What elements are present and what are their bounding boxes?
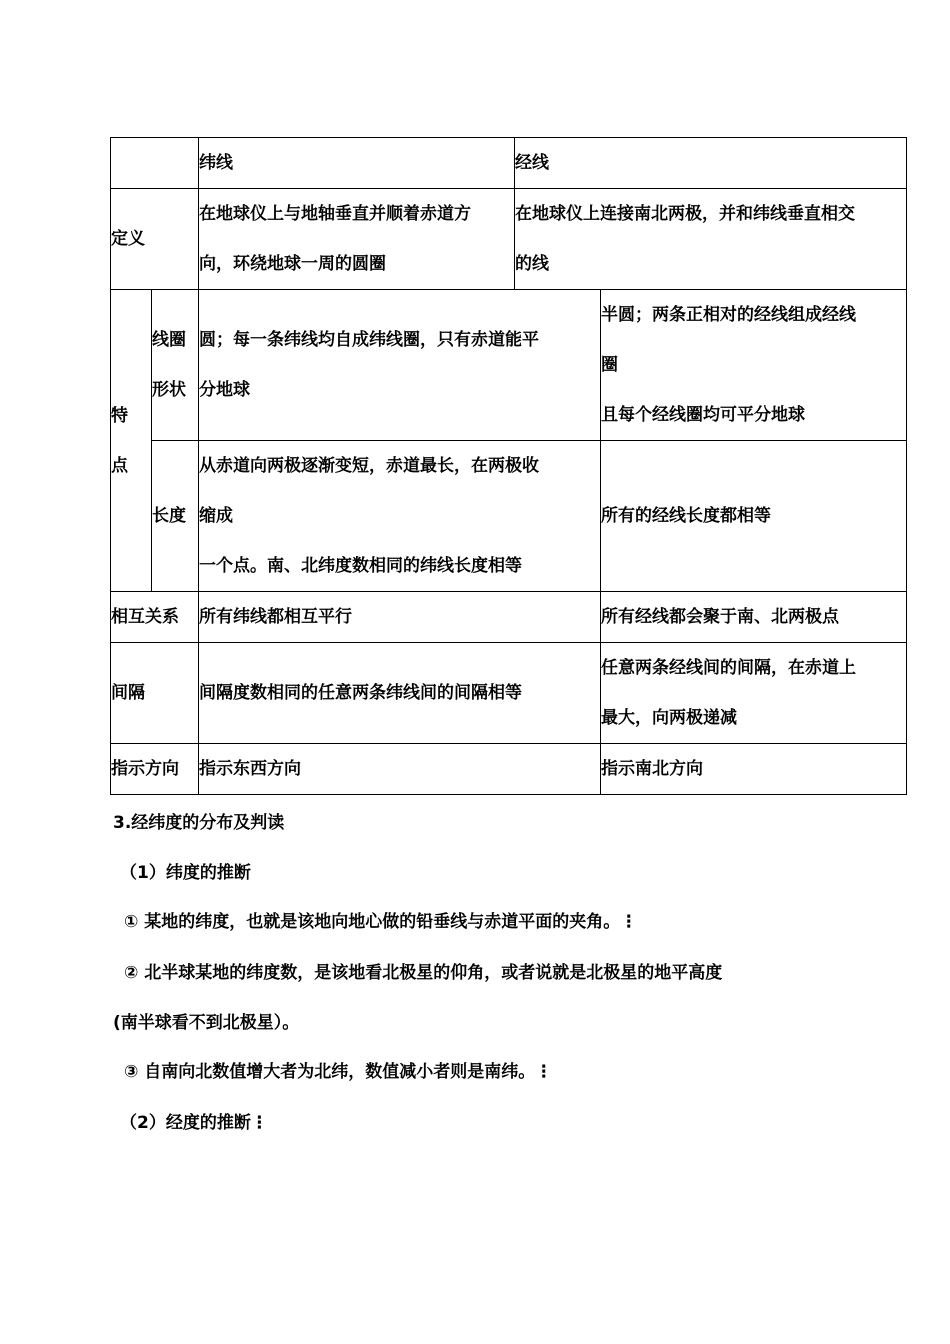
direction-latitude-cell: 指示东西方向 [199,744,601,795]
features-label-line: 特 [111,405,128,426]
definition-latitude-line: 在地球仪上与地轴垂直并顺着赤道方 [199,204,471,224]
length-latitude-cell [199,441,601,592]
shape-longitude-cell [601,290,907,441]
subsection-latitude: （1）纬度的推断 [120,863,251,883]
row-label-definition: 定义 [111,189,199,290]
definition-longitude-line: 的线 [515,254,549,274]
paragraph-3: ③ 自南向北数值增大者为北纬，数值减小者则是南纬。⋮ [124,1062,553,1082]
latitude-longitude-comparison-table [110,137,907,795]
table-row-relation [111,592,907,643]
paragraph-2: ② 北半球某地的纬度数，是该地看北极星的仰角，或者说就是北极星的地平高度 [124,963,723,983]
row-label-direction: 指示方向 [111,744,199,795]
paragraph-2-continued: (南半球看不到北极星）。 [113,1013,300,1033]
shape-longitude-line: 半圆；两条正相对的经线组成经线 [601,305,856,325]
table-row-direction [111,744,907,795]
table-row-interval [111,643,907,744]
sub-label-shape [152,290,199,441]
table-row-shape [111,290,907,441]
relation-latitude-cell: 所有纬线都相互平行 [199,592,601,643]
length-longitude-cell: 所有的经线长度都相等 [601,441,907,592]
relation-longitude-cell: 所有经线都会聚于南、北两极点 [601,592,907,643]
shape-label-line: 形状 [152,380,186,400]
row-label-interval: 间隔 [111,643,199,744]
header-latitude: 纬线 [199,138,515,189]
interval-longitude-line: 最大，向两极递减 [601,708,737,728]
subsection-longitude: （2）经度的推断⋮ [120,1113,268,1133]
definition-longitude-line: 在地球仪上连接南北两极，并和纬线垂直相交 [515,204,855,224]
shape-label-line: 线圈 [152,330,186,350]
interval-latitude-cell: 间隔度数相同的任意两条纬线间的间隔相等 [199,643,601,744]
shape-longitude-line: 圈 [601,355,618,375]
paragraph-1: ① 某地的纬度，也就是该地向地心做的铅垂线与赤道平面的夹角。⋮ [124,912,638,932]
table-row-length [111,441,907,592]
shape-latitude-line: 圆；每一条纬线均自成纬线圈，只有赤道能平 [199,330,539,350]
shape-latitude-line: 分地球 [199,380,250,400]
direction-longitude-cell: 指示南北方向 [601,744,907,795]
features-label-line: 点 [111,455,128,476]
table-row-definition [111,189,907,290]
table-header-row [111,138,907,189]
length-latitude-line: 一个点。南、北纬度数相同的纬线长度相等 [199,556,522,576]
row-label-features [111,290,152,592]
definition-longitude-cell [515,189,907,290]
length-latitude-line: 缩成 [199,506,233,526]
shape-latitude-cell [199,290,601,441]
definition-latitude-line: 向，环绕地球一周的圆圈 [199,254,386,274]
interval-longitude-cell [601,643,907,744]
interval-longitude-line: 任意两条经线间的间隔，在赤道上 [601,658,856,678]
section-heading: 3.经纬度的分布及判读 [113,813,285,833]
header-longitude: 经线 [515,138,907,189]
shape-longitude-line: 且每个经线圈均可平分地球 [601,405,805,425]
header-corner-cell [111,138,199,189]
row-label-relation: 相互关系 [111,592,199,643]
definition-latitude-cell [199,189,515,290]
sub-label-length: 长度 [152,441,199,592]
length-latitude-line: 从赤道向两极逐渐变短，赤道最长，在两极收 [199,456,539,476]
